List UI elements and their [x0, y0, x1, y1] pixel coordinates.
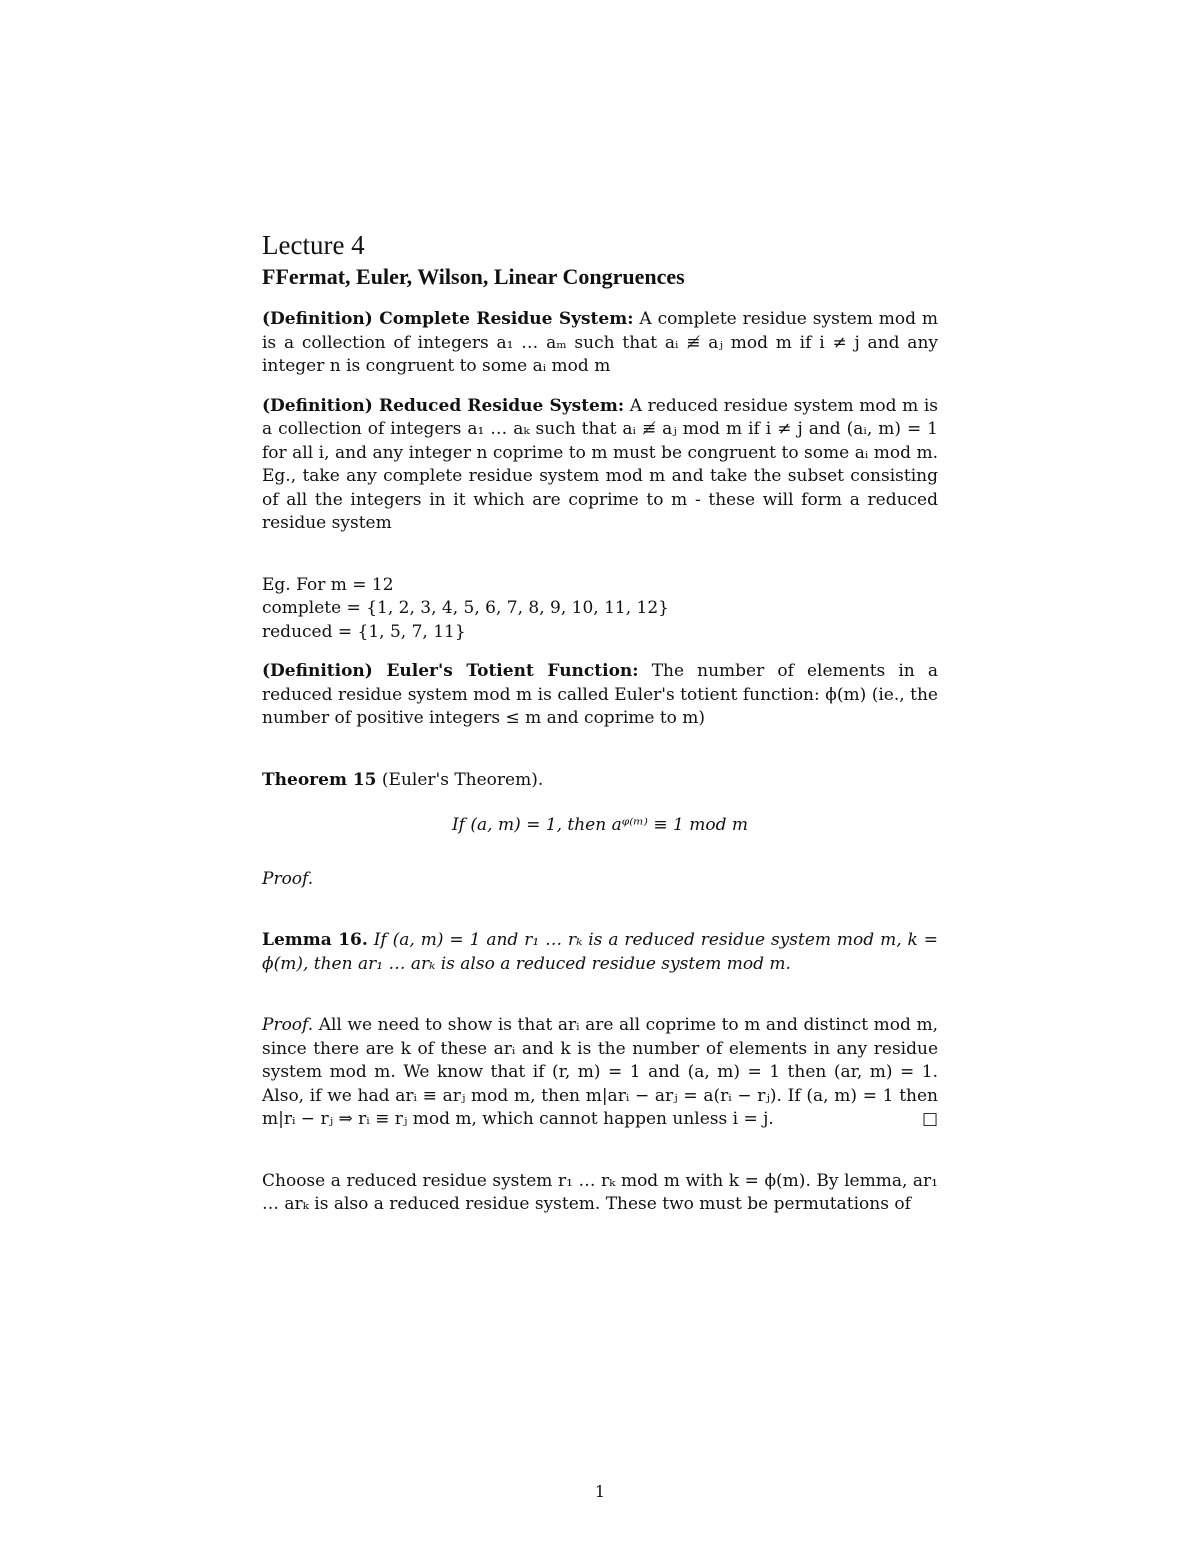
lecture-subtitle: FFermat, Euler, Wilson, Linear Congruences — [262, 264, 685, 289]
lecture-title: Lecture 4 — [262, 230, 365, 260]
example-line: complete = {1, 2, 3, 4, 5, 6, 7, 8, 9, 10, 11, 12} — [262, 598, 669, 618]
proof-label: Proof. — [262, 1015, 314, 1035]
lemma-label: Lemma 16. — [262, 930, 368, 950]
definition-label: (Definition) Reduced Residue System: — [262, 395, 625, 416]
theorem-name: (Euler's Theorem). — [381, 769, 544, 790]
page-content — [262, 228, 938, 1217]
definition-totient — [262, 660, 938, 731]
definition-reduced-residue — [262, 395, 938, 536]
definition-text: A reduced residue system mod m is a collection of integers a₁ … aₖ such that aᵢ ≢ aⱼ mod m if i ≠ j and (aᵢ, m) = 1 for all i, and any integer n coprime to m must be congruent to some aᵢ mod m. Eg., take any complete residue system mod m and take the subset consisting of all the integers in it which are coprime to m - these will form a reduced residue system — [262, 395, 938, 533]
definition-label: (Definition) Euler's Totient Function: — [262, 661, 639, 681]
definition-label: (Definition) Complete Residue System: — [262, 309, 634, 329]
definition-complete-residue — [262, 308, 938, 379]
lemma-block — [262, 929, 938, 976]
qed-square-icon: □ — [921, 1109, 938, 1129]
theorem-block — [262, 769, 938, 892]
proof-label: Proof. — [262, 868, 314, 889]
theorem-statement: If (a, m) = 1, then aᵠ⁽ᵐ⁾ ≡ 1 mod m — [451, 815, 749, 835]
theorem-label: Theorem 15 — [262, 769, 377, 790]
lemma-statement: If (a, m) = 1 and r₁ … rₖ is a reduced residue system mod m, k = ϕ(m), then ar₁ … arₖ is also a reduced residue system mod m. — [262, 930, 939, 974]
proof-text: All we need to show is that arᵢ are all coprime to m and distinct mod m, since there are k of these arᵢ and k is the number of elements in any residue system mod m. We know that if (r, m) = 1 and (a, m) = 1 then (ar, m) = 1. Also, if we had arᵢ ≡ arⱼ mod m, then m|arᵢ − arⱼ = a(rᵢ − rⱼ). If (a, m) = 1 then m|rᵢ − rⱼ ⇒ rᵢ ≡ rⱼ mod m, which cannot happen unless i = j. — [262, 1015, 938, 1129]
example-line: reduced = {1, 5, 7, 11} — [262, 621, 466, 642]
example-block — [262, 574, 938, 645]
page-number: 1 — [594, 1482, 606, 1501]
closing-paragraph: Choose a reduced residue system r₁ … rₖ mod m with k = ϕ(m). By lemma, ar₁ … arₖ is also a reduced residue system. These two must be permutations of — [262, 1170, 938, 1214]
example-line: Eg. For m = 12 — [262, 574, 394, 595]
lemma-proof — [262, 1014, 938, 1132]
definition-text: The number of elements in a reduced residue system mod m is called Euler's totient function: ϕ(m) (ie., the number of positive integers ≤ m and coprime to m) — [262, 661, 939, 728]
definition-text: A complete residue system mod m is a collection of integers a₁ … aₘ such that aᵢ ≢ aⱼ mod m if i ≠ j and any integer n is congruent to some aᵢ mod m — [262, 309, 939, 376]
